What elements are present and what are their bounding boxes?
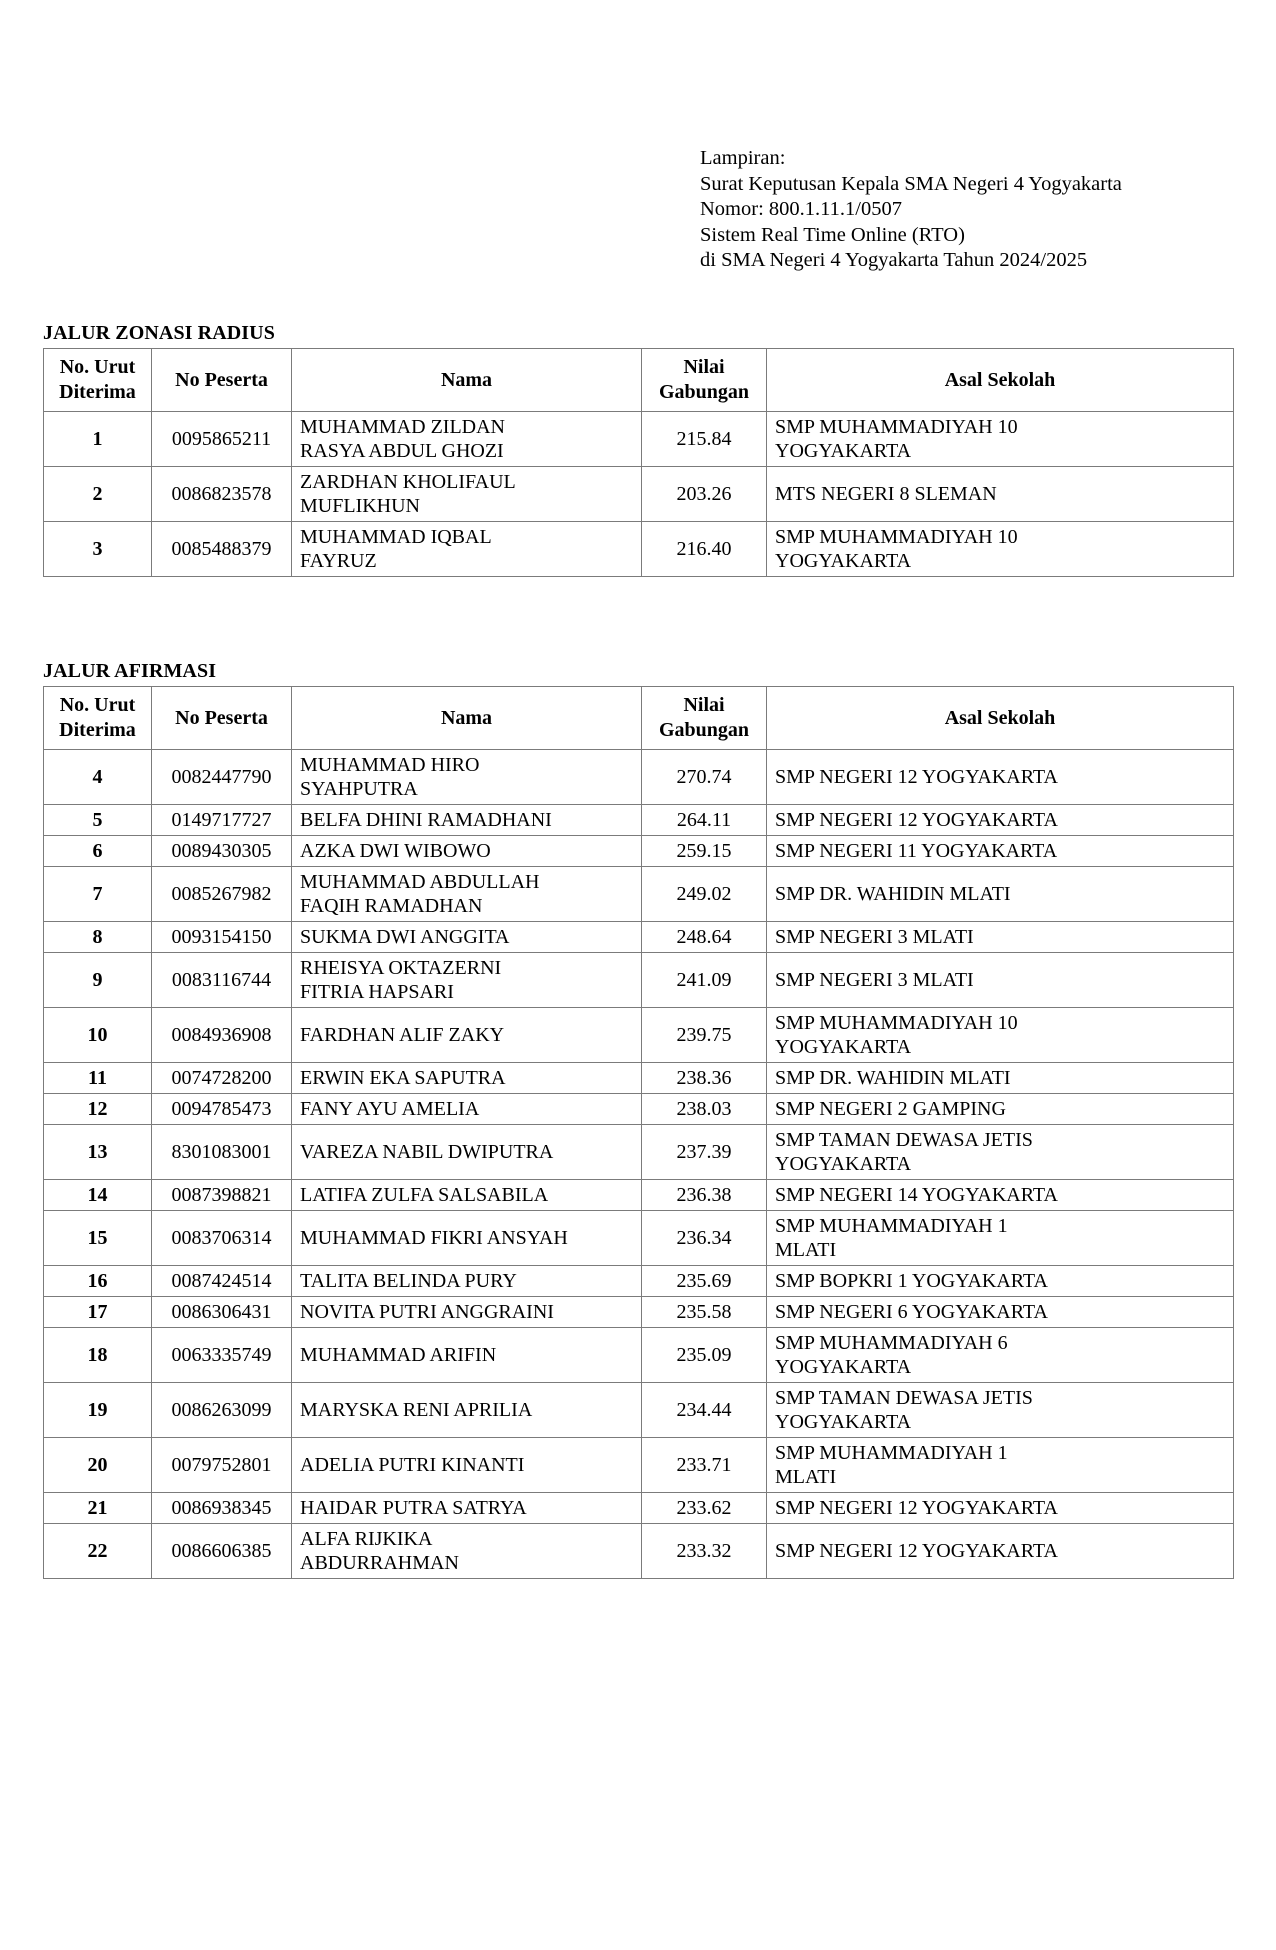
cell-no-peserta: 0086823578 [152, 467, 292, 522]
cell-asal-line2: MLATI [775, 1239, 837, 1261]
cell-nilai-gabungan: 215.84 [642, 412, 767, 467]
table-row [44, 1094, 1234, 1125]
cell-nama-line1: MUHAMMAD ARIFIN [300, 1344, 497, 1366]
cell-nama-line2: RASYA ABDUL GHOZI [300, 440, 504, 462]
cell-no-peserta: 0087424514 [152, 1266, 292, 1297]
cell-nilai-gabungan: 233.62 [642, 1493, 767, 1524]
cell-asal-sekolah [767, 1211, 1234, 1266]
cell-nama [292, 1297, 642, 1328]
cell-nama [292, 467, 642, 522]
cell-nama-line2: SYAHPUTRA [300, 778, 418, 800]
cell-asal-sekolah [767, 1438, 1234, 1493]
cell-nama [292, 1063, 642, 1094]
section-zonasi-radius [43, 322, 1233, 577]
cell-asal-line1: SMP NEGERI 14 YOGYAKARTA [775, 1184, 1058, 1206]
cell-asal-line1: SMP MUHAMMADIYAH 1 [775, 1215, 1008, 1237]
cell-no-peserta: 0079752801 [152, 1438, 292, 1493]
table-row [44, 922, 1234, 953]
cell-asal-line1: SMP MUHAMMADIYAH 10 [775, 526, 1018, 548]
letterhead-line-nomor: Nomor: 800.1.11.1/0507 [700, 198, 902, 221]
cell-nama-line1: AZKA DWI WIBOWO [300, 840, 491, 862]
cell-asal-sekolah [767, 1524, 1234, 1579]
cell-nama-line1: MUHAMMAD IQBAL [300, 526, 492, 548]
col-header-asal-sekolah: Asal Sekolah [767, 349, 1234, 412]
cell-no-peserta: 0074728200 [152, 1063, 292, 1094]
table-row [44, 836, 1234, 867]
cell-nilai-gabungan: 259.15 [642, 836, 767, 867]
cell-nama-line1: MUHAMMAD ZILDAN [300, 416, 505, 438]
cell-nama [292, 867, 642, 922]
letterhead-line-sistem: Sistem Real Time Online (RTO) [700, 223, 965, 246]
cell-no-urut: 7 [44, 867, 152, 922]
table-row [44, 522, 1234, 577]
cell-no-urut: 13 [44, 1125, 152, 1180]
cell-nama-line1: ERWIN EKA SAPUTRA [300, 1067, 506, 1089]
cell-no-urut: 5 [44, 805, 152, 836]
cell-nama-line1: ADELIA PUTRI KINANTI [300, 1454, 525, 1476]
cell-nama [292, 922, 642, 953]
cell-no-peserta: 0093154150 [152, 922, 292, 953]
cell-nilai-gabungan: 241.09 [642, 953, 767, 1008]
cell-nama [292, 1524, 642, 1579]
section-afirmasi [43, 660, 1233, 1579]
col-header-no-urut [44, 349, 152, 412]
header-row [44, 687, 1234, 750]
cell-no-peserta: 0086938345 [152, 1493, 292, 1524]
cell-asal-line1: SMP MUHAMMADIYAH 10 [775, 1012, 1018, 1034]
cell-asal-sekolah [767, 1328, 1234, 1383]
cell-asal-line1: SMP TAMAN DEWASA JETIS [775, 1129, 1033, 1151]
cell-nilai-gabungan: 235.69 [642, 1266, 767, 1297]
cell-asal-line1: SMP NEGERI 2 GAMPING [775, 1098, 1006, 1120]
table-row [44, 1125, 1234, 1180]
cell-no-urut: 12 [44, 1094, 152, 1125]
table-zonasi-radius [43, 348, 1234, 577]
table-afirmasi [43, 686, 1234, 1579]
cell-nama-line1: HAIDAR PUTRA SATRYA [300, 1497, 527, 1519]
cell-asal-sekolah [767, 750, 1234, 805]
cell-asal-sekolah [767, 1297, 1234, 1328]
cell-nama-line2: FAYRUZ [300, 550, 377, 572]
table-header-afirmasi [44, 687, 1234, 750]
cell-asal-line1: SMP NEGERI 3 MLATI [775, 969, 974, 991]
letterhead-line-sekolah: di SMA Negeri 4 Yogyakarta Tahun 2024/2025 [700, 249, 1088, 272]
cell-nama [292, 1266, 642, 1297]
col-header-no-urut-line2: Diterima [59, 719, 136, 741]
table-row [44, 412, 1234, 467]
table-row [44, 1008, 1234, 1063]
col-header-nama: Nama [292, 349, 642, 412]
cell-nama [292, 750, 642, 805]
cell-nilai-gabungan: 233.71 [642, 1438, 767, 1493]
cell-nilai-gabungan: 216.40 [642, 522, 767, 577]
col-header-nilai-gabungan [642, 349, 767, 412]
col-header-nilai-line1: Nilai [683, 356, 725, 378]
cell-asal-line1: SMP NEGERI 6 YOGYAKARTA [775, 1301, 1048, 1323]
cell-no-urut: 15 [44, 1211, 152, 1266]
cell-no-urut: 10 [44, 1008, 152, 1063]
cell-nama-line1: NOVITA PUTRI ANGGRAINI [300, 1301, 554, 1323]
col-header-no-peserta: No Peserta [152, 687, 292, 750]
cell-asal-line1: SMP NEGERI 12 YOGYAKARTA [775, 809, 1058, 831]
col-header-no-urut-line1: No. Urut [59, 356, 136, 378]
cell-nilai-gabungan: 203.26 [642, 467, 767, 522]
cell-no-peserta: 0085267982 [152, 867, 292, 922]
cell-nama [292, 1328, 642, 1383]
cell-asal-sekolah [767, 922, 1234, 953]
table-row [44, 1328, 1234, 1383]
cell-asal-line1: SMP MUHAMMADIYAH 10 [775, 416, 1018, 438]
cell-no-peserta: 0086306431 [152, 1297, 292, 1328]
cell-nama-line1: RHEISYA OKTAZERNI [300, 957, 502, 979]
cell-asal-line1: MTS NEGERI 8 SLEMAN [775, 483, 997, 505]
cell-asal-sekolah [767, 836, 1234, 867]
table-body-zonasi [44, 412, 1234, 577]
cell-no-urut: 22 [44, 1524, 152, 1579]
cell-no-peserta: 0082447790 [152, 750, 292, 805]
cell-nilai-gabungan: 235.09 [642, 1328, 767, 1383]
cell-nama [292, 1125, 642, 1180]
section-title-afirmasi: JALUR AFIRMASI [43, 660, 217, 682]
col-header-nilai-line2: Gabungan [658, 719, 750, 741]
cell-nama-line1: MUHAMMAD HIRO [300, 754, 480, 776]
cell-asal-sekolah [767, 1493, 1234, 1524]
col-header-no-urut [44, 687, 152, 750]
col-header-no-peserta: No Peserta [152, 349, 292, 412]
cell-asal-sekolah [767, 1094, 1234, 1125]
cell-nama-line2: FITRIA HAPSARI [300, 981, 454, 1003]
cell-nama [292, 1438, 642, 1493]
col-header-no-urut-line1: No. Urut [59, 694, 136, 716]
cell-asal-line1: SMP MUHAMMADIYAH 6 [775, 1332, 1008, 1354]
cell-nilai-gabungan: 234.44 [642, 1383, 767, 1438]
cell-nama-line1: ZARDHAN KHOLIFAUL [300, 471, 516, 493]
cell-asal-line1: SMP NEGERI 12 YOGYAKARTA [775, 1497, 1058, 1519]
cell-asal-sekolah [767, 1008, 1234, 1063]
table-row [44, 1180, 1234, 1211]
cell-nama-line1: VAREZA NABIL DWIPUTRA [300, 1141, 554, 1163]
cell-no-urut: 8 [44, 922, 152, 953]
cell-no-peserta: 8301083001 [152, 1125, 292, 1180]
cell-asal-line1: SMP BOPKRI 1 YOGYAKARTA [775, 1270, 1048, 1292]
table-row [44, 750, 1234, 805]
cell-nama-line1: LATIFA ZULFA SALSABILA [300, 1184, 549, 1206]
table-row [44, 867, 1234, 922]
cell-no-urut: 17 [44, 1297, 152, 1328]
table-row [44, 1211, 1234, 1266]
table-header-zonasi [44, 349, 1234, 412]
cell-nilai-gabungan: 249.02 [642, 867, 767, 922]
cell-no-peserta: 0089430305 [152, 836, 292, 867]
cell-no-urut: 18 [44, 1328, 152, 1383]
cell-nama [292, 953, 642, 1008]
cell-asal-line2: YOGYAKARTA [775, 1036, 912, 1058]
cell-asal-sekolah [767, 953, 1234, 1008]
cell-asal-line1: SMP NEGERI 12 YOGYAKARTA [775, 1540, 1058, 1562]
cell-nama-line1: MUHAMMAD ABDULLAH [300, 871, 540, 893]
cell-no-urut: 11 [44, 1063, 152, 1094]
cell-asal-sekolah [767, 805, 1234, 836]
cell-nilai-gabungan: 238.36 [642, 1063, 767, 1094]
cell-nama [292, 1211, 642, 1266]
cell-nama [292, 1008, 642, 1063]
cell-no-peserta: 0087398821 [152, 1180, 292, 1211]
cell-asal-line1: SMP DR. WAHIDIN MLATI [775, 883, 1011, 905]
cell-nama-line1: TALITA BELINDA PURY [300, 1270, 517, 1292]
cell-asal-sekolah [767, 412, 1234, 467]
cell-no-peserta: 0084936908 [152, 1008, 292, 1063]
cell-no-urut: 1 [44, 412, 152, 467]
table-body-afirmasi [44, 750, 1234, 1579]
cell-no-urut: 21 [44, 1493, 152, 1524]
cell-asal-line1: SMP DR. WAHIDIN MLATI [775, 1067, 1011, 1089]
cell-asal-line1: SMP NEGERI 3 MLATI [775, 926, 974, 948]
cell-no-peserta: 0149717727 [152, 805, 292, 836]
col-header-nilai-gabungan [642, 687, 767, 750]
cell-no-urut: 6 [44, 836, 152, 867]
cell-no-peserta: 0083116744 [152, 953, 292, 1008]
cell-no-peserta: 0083706314 [152, 1211, 292, 1266]
cell-nama [292, 836, 642, 867]
cell-nilai-gabungan: 233.32 [642, 1524, 767, 1579]
cell-nama-line2: FAQIH RAMADHAN [300, 895, 483, 917]
cell-asal-sekolah [767, 1266, 1234, 1297]
cell-asal-sekolah [767, 467, 1234, 522]
cell-nilai-gabungan: 236.38 [642, 1180, 767, 1211]
table-row [44, 1524, 1234, 1579]
table-row [44, 1383, 1234, 1438]
col-header-nilai-line1: Nilai [683, 694, 725, 716]
cell-nilai-gabungan: 235.58 [642, 1297, 767, 1328]
cell-no-urut: 14 [44, 1180, 152, 1211]
cell-no-peserta: 0094785473 [152, 1094, 292, 1125]
cell-asal-line1: SMP NEGERI 12 YOGYAKARTA [775, 766, 1058, 788]
table-row [44, 1063, 1234, 1094]
cell-asal-line2: YOGYAKARTA [775, 1356, 912, 1378]
cell-no-urut: 9 [44, 953, 152, 1008]
table-row [44, 1438, 1234, 1493]
cell-nama [292, 412, 642, 467]
cell-nama [292, 522, 642, 577]
cell-no-urut: 4 [44, 750, 152, 805]
cell-nama-line1: MARYSKA RENI APRILIA [300, 1399, 533, 1421]
cell-nilai-gabungan: 237.39 [642, 1125, 767, 1180]
cell-asal-sekolah [767, 1383, 1234, 1438]
cell-nama [292, 805, 642, 836]
cell-nilai-gabungan: 264.11 [642, 805, 767, 836]
table-row [44, 805, 1234, 836]
cell-no-urut: 16 [44, 1266, 152, 1297]
cell-no-peserta: 0085488379 [152, 522, 292, 577]
cell-nama [292, 1094, 642, 1125]
cell-nilai-gabungan: 248.64 [642, 922, 767, 953]
col-header-nilai-line2: Gabungan [658, 381, 750, 403]
cell-nama-line1: FARDHAN ALIF ZAKY [300, 1024, 505, 1046]
letterhead-block [700, 146, 1120, 274]
cell-nama-line1: BELFA DHINI RAMADHANI [300, 809, 552, 831]
cell-asal-line2: YOGYAKARTA [775, 440, 912, 462]
cell-no-peserta: 0095865211 [152, 412, 292, 467]
cell-asal-sekolah [767, 1125, 1234, 1180]
cell-nama [292, 1383, 642, 1438]
letterhead-line-surat: Surat Keputusan Kepala SMA Negeri 4 Yogyakarta [700, 172, 1122, 195]
table-row [44, 953, 1234, 1008]
cell-asal-sekolah [767, 1180, 1234, 1211]
col-header-asal-sekolah: Asal Sekolah [767, 687, 1234, 750]
cell-asal-line2: YOGYAKARTA [775, 1411, 912, 1433]
cell-no-peserta: 0086263099 [152, 1383, 292, 1438]
cell-nama-line1: SUKMA DWI ANGGITA [300, 926, 510, 948]
col-header-nama: Nama [292, 687, 642, 750]
cell-nama-line1: FANY AYU AMELIA [300, 1098, 480, 1120]
table-row [44, 1297, 1234, 1328]
cell-asal-line1: SMP NEGERI 11 YOGYAKARTA [775, 840, 1058, 862]
cell-asal-line2: YOGYAKARTA [775, 1153, 912, 1175]
cell-asal-sekolah [767, 522, 1234, 577]
cell-nilai-gabungan: 238.03 [642, 1094, 767, 1125]
cell-nama-line2: MUFLIKHUN [300, 495, 420, 517]
cell-asal-line2: YOGYAKARTA [775, 550, 912, 572]
cell-nama-line1: MUHAMMAD FIKRI ANSYAH [300, 1227, 568, 1249]
cell-no-peserta: 0086606385 [152, 1524, 292, 1579]
letterhead-line-lampiran: Lampiran: [700, 147, 786, 169]
cell-no-urut: 20 [44, 1438, 152, 1493]
cell-nilai-gabungan: 270.74 [642, 750, 767, 805]
cell-nilai-gabungan: 239.75 [642, 1008, 767, 1063]
header-row [44, 349, 1234, 412]
col-header-no-urut-line2: Diterima [59, 381, 136, 403]
table-row [44, 1266, 1234, 1297]
cell-no-urut: 19 [44, 1383, 152, 1438]
cell-asal-line2: MLATI [775, 1466, 837, 1488]
cell-nama [292, 1493, 642, 1524]
cell-asal-line1: SMP TAMAN DEWASA JETIS [775, 1387, 1033, 1409]
table-row [44, 467, 1234, 522]
table-row [44, 1493, 1234, 1524]
section-title-zonasi: JALUR ZONASI RADIUS [43, 322, 275, 344]
cell-nama-line2: ABDURRAHMAN [300, 1552, 459, 1574]
cell-asal-sekolah [767, 867, 1234, 922]
cell-no-urut: 2 [44, 467, 152, 522]
cell-nama-line1: ALFA RIJKIKA [300, 1528, 433, 1550]
cell-asal-sekolah [767, 1063, 1234, 1094]
cell-nilai-gabungan: 236.34 [642, 1211, 767, 1266]
cell-nama [292, 1180, 642, 1211]
cell-no-peserta: 0063335749 [152, 1328, 292, 1383]
cell-no-urut: 3 [44, 522, 152, 577]
cell-asal-line1: SMP MUHAMMADIYAH 1 [775, 1442, 1008, 1464]
